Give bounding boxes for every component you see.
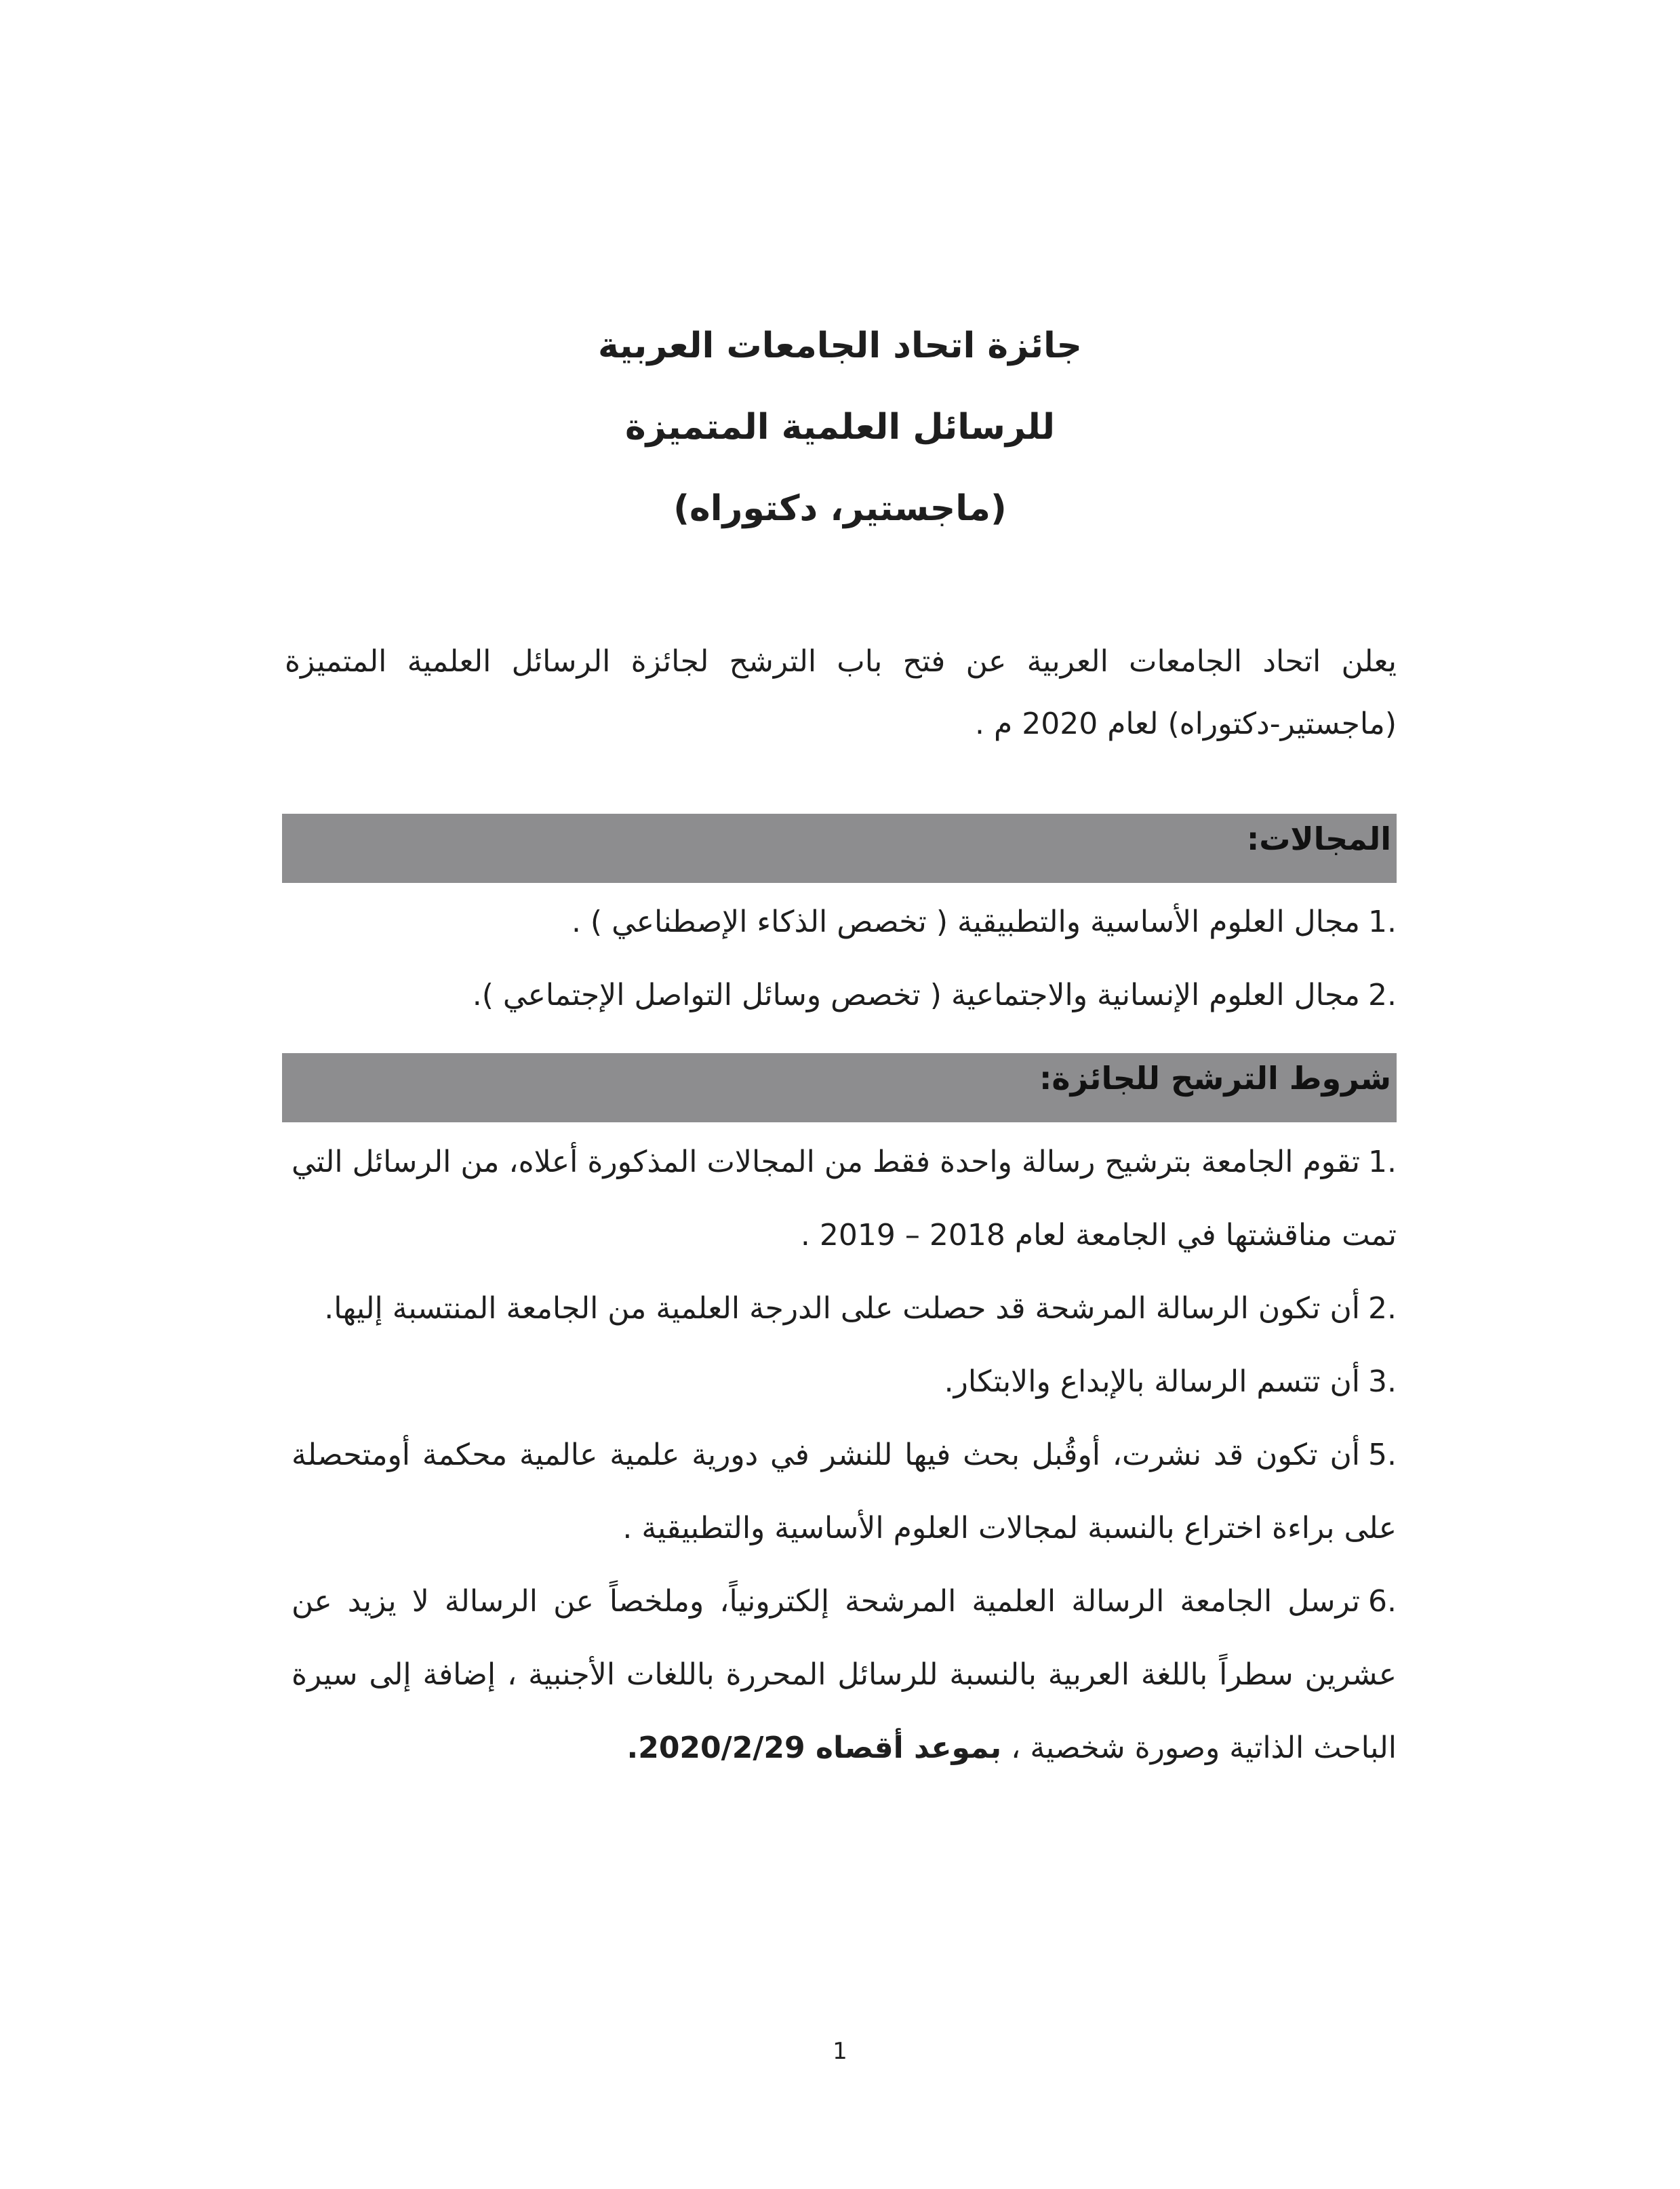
list-item	[292, 1272, 1397, 1345]
list-item	[292, 1345, 1397, 1419]
list-item	[292, 1419, 1397, 1565]
list-item	[292, 1126, 1397, 1272]
title-line-2: للرسائل العلمية المتميزة	[624, 407, 1056, 448]
title-line-1: جائزة اتحاد الجامعات العربية	[598, 326, 1082, 366]
list-item-text: أن تتسم الرسالة بالإبداع والابتكار.	[944, 1364, 1360, 1399]
list-item	[292, 1565, 1397, 1785]
fields-list	[292, 887, 1397, 1033]
list-item-text: أن تكون قد نشرت، أوقُبل بحث فيها للنشر في دورية علمية عالمية محكمة أومتحصلة على براءة اختراع بالنسبة لمجالات العلوم الأساسية والتطبيقية .	[292, 1438, 1397, 1545]
list-item	[292, 887, 1397, 958]
list-item-number: .1	[1368, 1145, 1397, 1179]
list-item	[292, 960, 1397, 1031]
list-item-text: مجال العلوم الإنسانية والاجتماعية ( تخصص وسائل التواصل الإجتماعي ).	[472, 978, 1360, 1012]
intro-paragraph: يعلن اتحاد الجامعات العربية عن فتح باب الترشح لجائزة الرسائل العلمية المتميزة (ماجستير-دكتوراه) لعام 2020 م .	[285, 644, 1397, 741]
conditions-section-heading: شروط الترشح للجائزة:	[1039, 1060, 1391, 1097]
list-item-number: .3	[1368, 1364, 1397, 1399]
conditions-section-header	[282, 1053, 1397, 1122]
list-item-text: أن تكون الرسالة المرشحة قد حصلت على الدرجة العلمية من الجامعة المنتسبة إليها.	[324, 1291, 1360, 1326]
list-item-number: .1	[1368, 905, 1397, 939]
deadline-text: بموعد أقصاه 2020/2/29.	[626, 1731, 1002, 1765]
list-item-number: .6	[1368, 1584, 1397, 1619]
list-item-number: .5	[1368, 1438, 1397, 1472]
fields-section-heading: المجالات:	[1246, 821, 1391, 857]
list-item-number: .2	[1368, 1291, 1397, 1326]
list-item-text: تقوم الجامعة بترشيح رسالة واحدة فقط من المجالات المذكورة أعلاه، من الرسائل التي تمت مناقشتها في الجامعة لعام 2018 – 2019 .	[292, 1145, 1397, 1253]
fields-section-header	[282, 814, 1397, 883]
title-line-3: (ماجستير، دكتوراه)	[673, 488, 1007, 529]
list-item-text: مجال العلوم الأساسية والتطبيقية ( تخصص الذكاء الإصطناعي ) .	[571, 905, 1360, 939]
document-title	[0, 305, 1680, 549]
list-item-number: .2	[1368, 978, 1397, 1012]
page-number: 1	[833, 2038, 847, 2065]
list-item-text: ترسل الجامعة الرسالة العلمية المرشحة إلكترونياً، وملخصاً عن الرسالة لا يزيد عن عشرين سطراً باللغة العربية بالنسبة للرسائل المحررة باللغات الأجنبية ، إضافة إلى سيرة الباحث الذاتية وصورة شخصية ،	[292, 1584, 1397, 1765]
conditions-list	[292, 1126, 1397, 1785]
